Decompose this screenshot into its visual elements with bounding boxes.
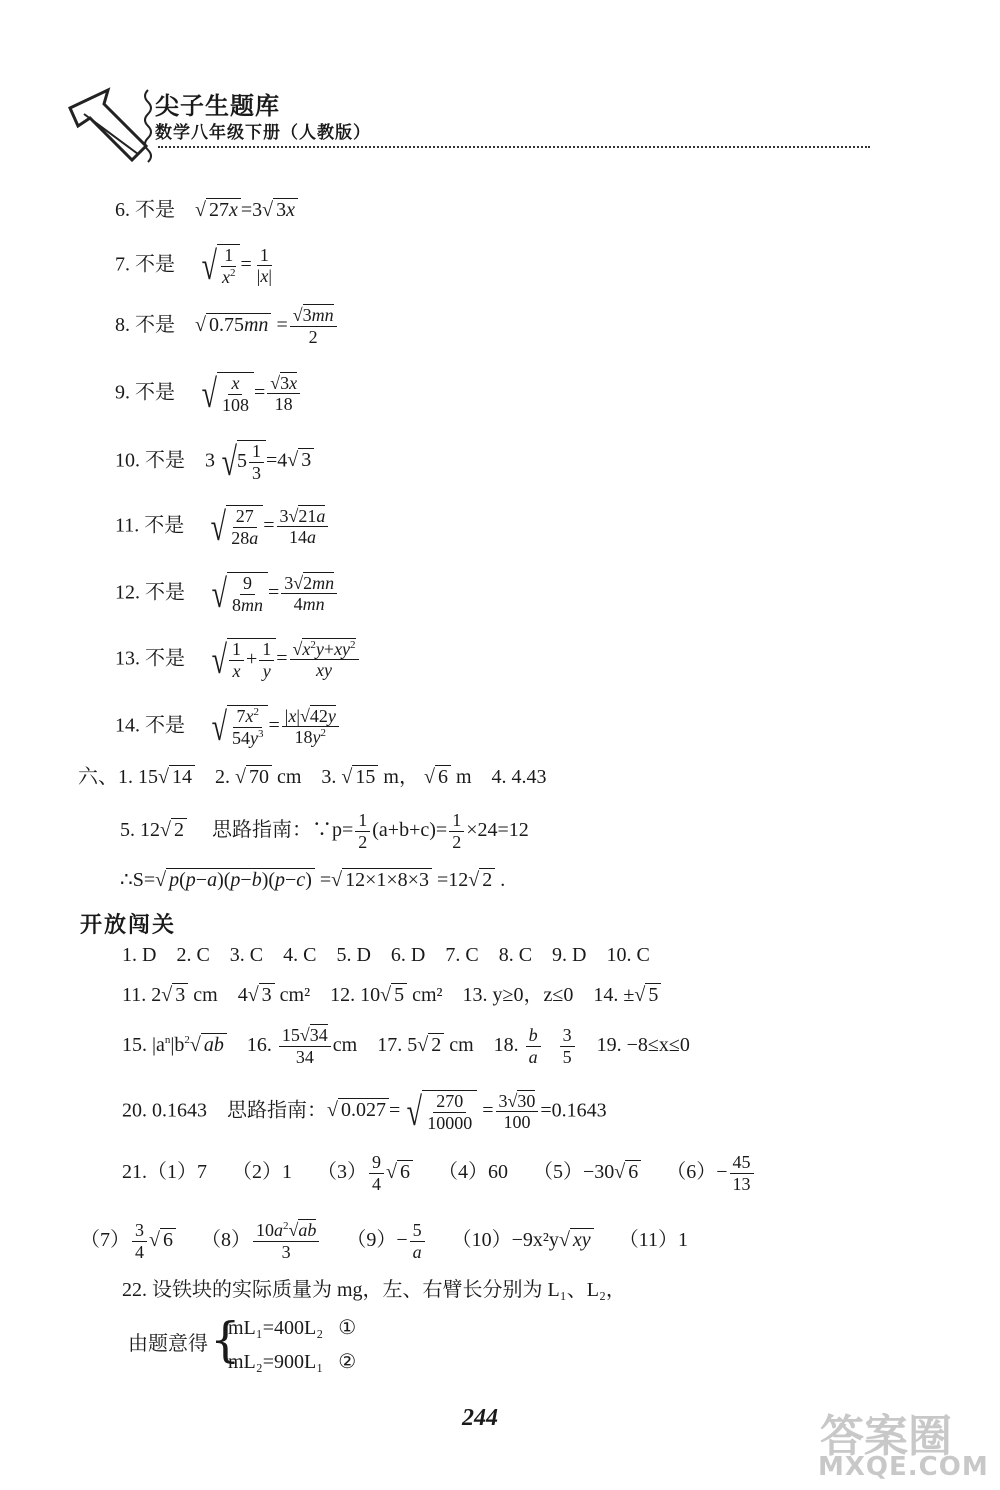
book-title: 尖子生题库: [155, 92, 280, 120]
answer-row-6: 6. 不是 √ 27x =3√ 3x: [115, 200, 298, 220]
answer-21: 21.（1）7 （2）1 （3） $\frac{9}{4}$ √ 6 （4）60 （5）−30√ 6 （6）− $\frac{45}{13}$: [122, 1152, 756, 1194]
answer-22-text: 22. 设铁块的实际质量为 mg，左、右臂长分别为 L₁、L₂，: [122, 1279, 626, 1301]
header-dotted-rule: [158, 146, 870, 148]
answer-row-13: 13. 不是 √ $\frac{1}{x}$ + $\frac{1}{y}$ = $\frac{√x^2y+xy^2}{xy}$: [115, 638, 361, 681]
answer-row-9: 9. 不是 √ $\frac{x}{108}$ = $\frac{√3x}{18}$: [115, 372, 302, 415]
answer-row-10: 10. 不是 3 √5 $\frac{1}{3}$ =4√ 3: [115, 440, 314, 483]
answers-1-10: 1. D 2. C 3. C 4. C 5. D 6. D 7. C 8. C 9. D 10. C: [122, 944, 650, 966]
watermark-logo: 答案圈: [820, 1411, 952, 1462]
section-open-title: 开放闯关: [80, 913, 177, 938]
page-number: 244: [462, 1405, 498, 1431]
answer-row-11: 11. 不是 √ $\frac{27}{28a}$ = $\frac{3√21a}{14a}$: [115, 505, 330, 548]
answer-row-12: 12. 不是 √ $\frac{9}{8mn}$ = $\frac{3√2mn}{4mn}$: [115, 572, 339, 615]
book-subtitle: 数学八年级下册（人教版）: [155, 123, 371, 143]
section-six-line1: 六、1. 15√ 14 2. √ 70 cm 3. √ 15 m， √ 6 m 4. 4.43: [78, 766, 547, 788]
header-arrow-logo: [66, 86, 156, 176]
answer-21-cont: （7） $\frac{3}{4}$ √ 6 （8） $\frac{10a^2√ab}{3}$ （9）− $\frac{5}{a}$ （10）−9x²y√ xy （11）1: [80, 1220, 688, 1262]
section-six-line2: 5. 12√ 2 思路指南：∵p= $\frac{1}{2}$ (a+b+c)= $\frac{1}{2}$ ×24=12: [120, 810, 529, 852]
answer-row-8: 8. 不是 √ 0.75mn = $\frac{√3mn}{2}$: [115, 305, 339, 347]
answers-11-14: 11. 2√ 3 cm 4√ 3 cm² 12. 10√ 5 cm² 13. y≥0，z≤0 14. ±√ 5: [122, 985, 661, 1005]
answer-row-14: 14. 不是 √ $\frac{7x^2}{54y^3}$ = $\frac{|x|√42y}{18y^2}$: [115, 705, 341, 748]
answer-row-7: 7. 不是 √ $\frac{1}{x^2}$ = $\frac{1}{|x|}$: [115, 242, 272, 288]
answer-20: 20. 0.1643 思路指南：√ 0.027 = √ $\frac{270}{10000}$ = $\frac{3√30}{100}$ =0.1643: [122, 1088, 607, 1134]
section-six-line3: ∴S=√ p(p−a)(p−b)(p−c) =√ 12×1×8×3 =12√ 2 .: [120, 869, 506, 891]
watermark-url: MXQE.COM: [818, 1452, 989, 1482]
answers-15-19: 15. $|a^n|b^2√$ ab 16. $\frac{15√34}{34}$ cm 17. 5√ 2 cm 18. $\frac{b}{a}$ $\frac{3}{5}$ 19. −8≤x≤0: [122, 1025, 690, 1067]
